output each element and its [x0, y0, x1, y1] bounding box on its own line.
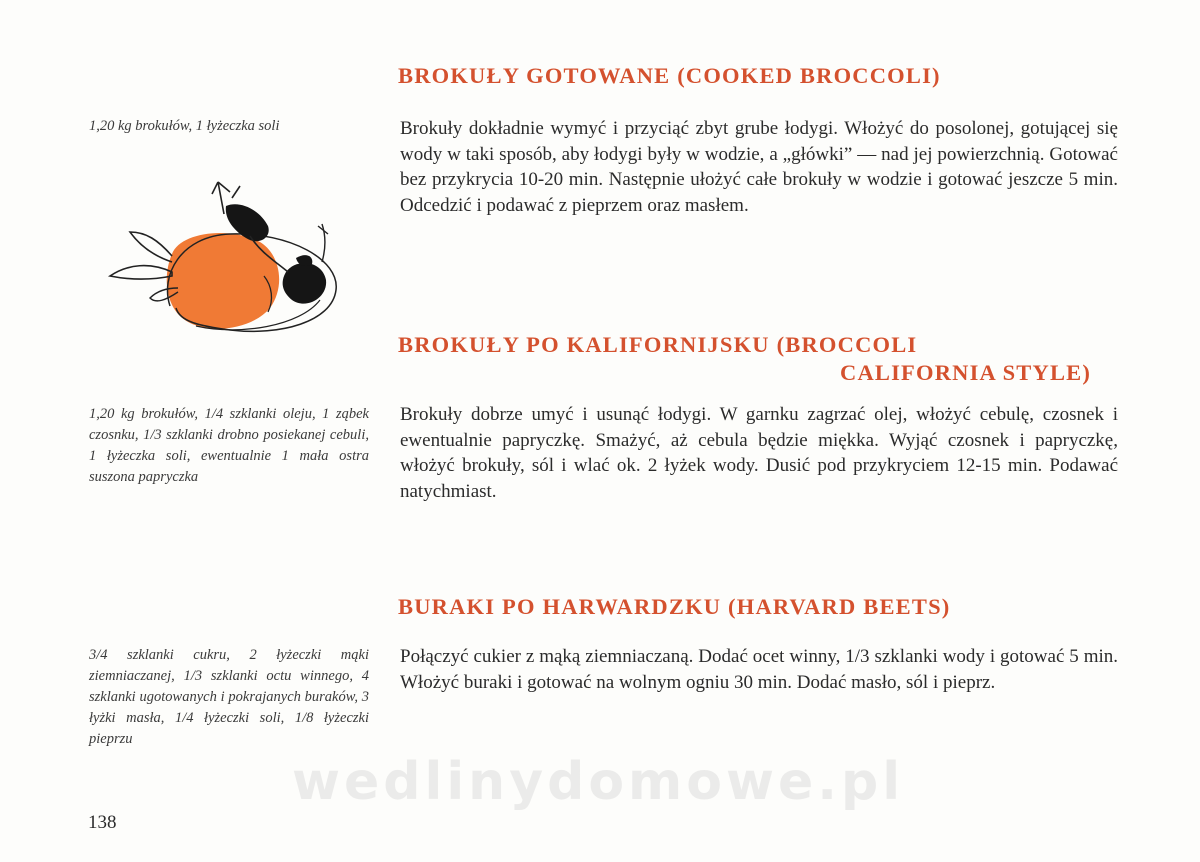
- ingredients-harvard-beets: 3/4 szklanki cukru, 2 łyżeczki mąki ziemniaczanej, 1/3 szklanki octu winnego, 4 szklanki ugotowanych i pokrajanych buraków, 3 łyżki masła, 1/4 łyżeczki soli, 1/8 łyżeczki pieprzu: [89, 647, 369, 747]
- recipe-body-harvard-beets: Połączyć cukier z mąką ziemniaczaną. Dodać ocet winny, 1/3 szklanki wody i gotować 5 min. Włożyć buraki i gotować na wolnym ogniu 30 min. Dodać masło, sól i pieprz.: [400, 646, 1118, 693]
- recipe-title-line: BURAKI PO HARWARDZKU (HARVARD BEETS): [398, 594, 951, 619]
- recipe-body-broccoli-california-style: Brokuły dobrze umyć i usunąć łodygi. W garnku zagrzać olej, włożyć cebulę, czosnek i ewentualnie papryczkę. Smażyć, aż cebula będzie miękka. Wyjąć czosnek i papryczkę, włożyć brokuły, sól i wlać ok. 2 łyżek wody. Dusić pod przykryciem 12-15 min. Podawać natychmiast.: [400, 404, 1118, 502]
- recipe-title-harvard-beets: [398, 593, 951, 621]
- recipe-title-cooked-broccoli: [398, 62, 941, 90]
- watermark: wedlinydomowe.pl: [292, 752, 905, 812]
- recipe-title-line: BROKUŁY GOTOWANE (COOKED BROCCOLI): [398, 63, 941, 88]
- broccoli-and-orange-illustration-icon: [100, 176, 350, 344]
- ingredients-broccoli-california-style: 1,20 kg brokułów, 1/4 szklanki oleju, 1 ząbek czosnku, 1/3 szklanki drobno posiekanej cebuli, 1 łyżeczka soli, ewentualnie 1 mała ostra suszona papryczka: [89, 406, 369, 485]
- recipe-title-broccoli-california-style: [398, 331, 1091, 387]
- recipe-title-line: BROKUŁY PO KALIFORNIJSKU (BROCCOLI: [398, 332, 918, 357]
- recipe-title-line: CALIFORNIA STYLE): [840, 360, 1092, 385]
- page-number: 138: [88, 812, 117, 833]
- ingredients-cooked-broccoli: 1,20 kg brokułów, 1 łyżeczka soli: [89, 118, 280, 134]
- recipe-body-cooked-broccoli: Brokuły dokładnie wymyć i przyciąć zbyt grube łodygi. Włożyć do posolonej, gotującej się wody w taki sposób, aby łodygi były w wodzie, a „główki” — nad jej powierzchnią. Gotować bez przykrycia 10-20 min. Następnie ułożyć całe brokuły w wodzie i gotować jeszcze 5 min. Odcedzić i podawać z pieprzem oraz masłem.: [400, 118, 1118, 216]
